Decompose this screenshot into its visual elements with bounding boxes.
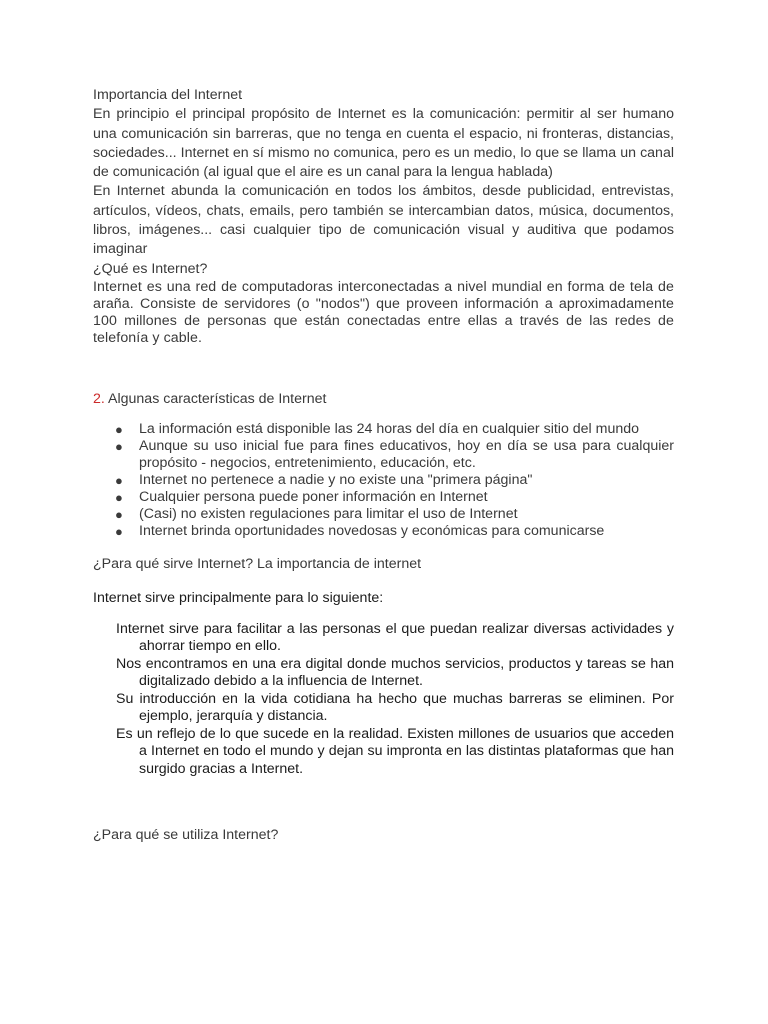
list-item (93, 421, 674, 438)
section-2-title (93, 389, 674, 409)
section-2-title-text: Algunas características de Internet (108, 390, 327, 407)
bullet-icon: ● (115, 421, 123, 437)
document-heading: Importancia del Internet (93, 87, 243, 103)
list-item: Su introducción en la vida cotidiana ha hecho que muchas barreras se eliminen. Por ejemplo, jerarquía y distancia. (116, 690, 674, 725)
feature-text: (Casi) no existen regulaciones para limitar el uso de Internet (139, 505, 518, 522)
feature-text: Internet brinda oportunidades novedosas y económicas para comunicarse (139, 522, 605, 539)
question-para-que-se-utiliza: ¿Para qué se utiliza Internet? (93, 827, 279, 844)
intro-paragraph-2: En Internet abunda la comunicación en todos los ámbitos, desde publicidad, entrevistas, artículos, vídeos, chats, emails, pero también se intercambian datos, música, documentos, libros, imágenes... casi cualquier tipo de comunicación visual y auditiva que podamos imaginar (93, 183, 674, 258)
feature-text: Internet no pertenece a nadie y no existe una "primera página" (139, 471, 533, 488)
list-item (93, 438, 674, 472)
list-item: Es un reflejo de lo que sucede en la realidad. Existen millones de usuarios que acceden a Internet en todo el mundo y dejan su impronta en las distintas plataformas que han surgido gracias a Internet. (116, 725, 674, 777)
document-page (93, 86, 674, 845)
uses-intro: Internet sirve principalmente para lo siguiente: (93, 589, 384, 606)
list-item (93, 523, 674, 540)
feature-text: Cualquier persona puede poner información en Internet (139, 488, 488, 505)
list-item (93, 489, 674, 506)
bullet-icon: ● (115, 506, 123, 522)
feature-text: La información está disponible las 24 horas del día en cualquier sitio del mundo (139, 420, 640, 437)
section-2-number: 2. (93, 390, 105, 407)
feature-text: Aunque su uso inicial fue para fines educativos, hoy en día se usa para cualquier propósito - negocios, entretenimiento, educación, etc. (139, 437, 674, 471)
intro-paragraph-1: En principio el principal propósito de Internet es la comunicación: permitir al ser humano una comunicación sin barreras, que no tenga en cuenta el espacio, ni fronteras, distancias, sociedades... Internet en sí mismo no comunica, pero es un medio, lo que se llama un canal de comunicación (al igual que el aire es un canal para la lengua hablada) (93, 106, 674, 181)
features-list (93, 421, 674, 540)
bullet-icon: ● (115, 523, 123, 539)
list-item: Internet sirve para facilitar a las personas el que puedan realizar diversas actividades y ahorrar tiempo en ello. (116, 620, 674, 655)
what-is-internet-answer: Internet es una red de computadoras interconectadas a nivel mundial en forma de tela de araña. Consiste de servidores (o "nodos") que proveen información a aproximadamente 100 millones de personas que están conectadas entre ellas a través de las redes de telefonía y cable. (93, 278, 674, 346)
question-what-is-internet: ¿Qué es Internet? (93, 260, 208, 277)
list-item (93, 506, 674, 523)
uses-list (93, 621, 674, 779)
bullet-icon: ● (115, 472, 123, 488)
question-para-que-sirve: ¿Para qué sirve Internet? La importancia de internet (93, 555, 422, 572)
bullet-icon: ● (115, 438, 123, 454)
list-item (93, 472, 674, 489)
list-item: Nos encontramos en una era digital donde muchos servicios, productos y tareas se han digitalizado debido a la influencia de Internet. (116, 655, 674, 690)
bullet-icon: ● (115, 489, 123, 505)
